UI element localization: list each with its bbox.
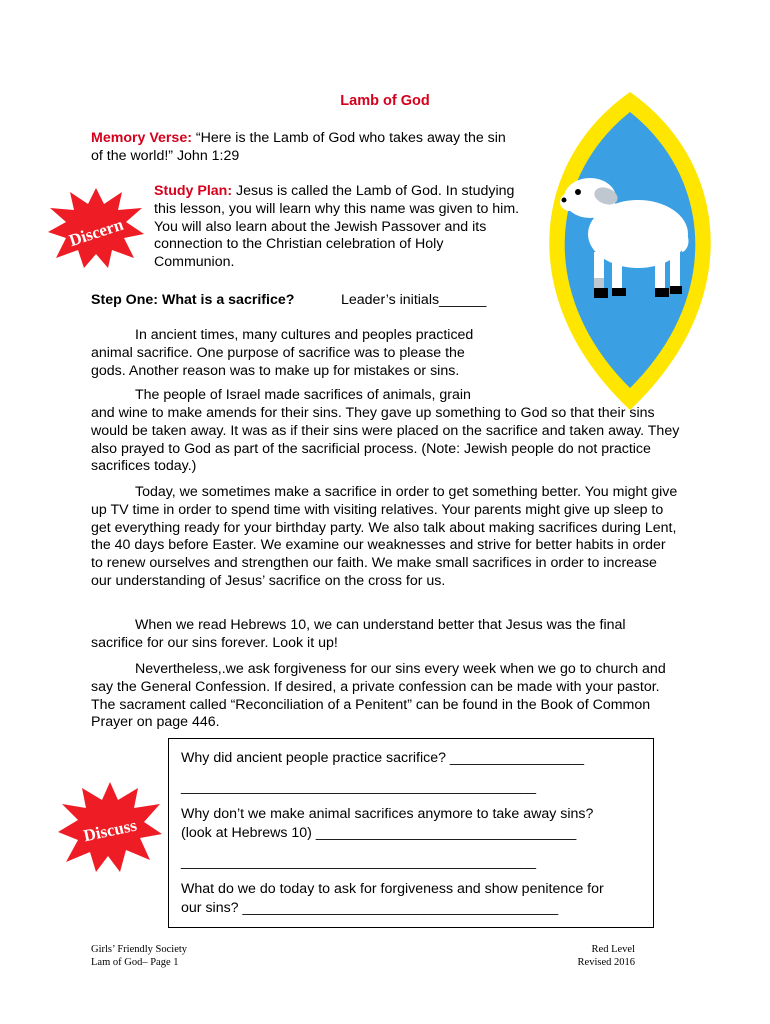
study-plan	[154, 183, 524, 272]
answer-line[interactable]: _____________________________________________	[181, 779, 537, 795]
paragraph-text: When we read Hebrews 10, we can understand better that Jesus was the final sacrifice for our sins forever. Look it up!	[91, 617, 626, 651]
discern-label: Discern	[66, 214, 126, 251]
paragraph-text: The people of Israel made sacrifices of animals, grain	[135, 387, 471, 403]
paragraph-text: In ancient times, many cultures and peoples practiced animal sacrifice. One purpose of sacrifice was to please the gods. Another reason was to make up for mistakes or sins.	[91, 327, 474, 379]
paragraph-ancient-sacrifice	[91, 327, 499, 380]
answer-line[interactable]: _____________________________________________	[181, 854, 537, 870]
footer-page: Lam of God– Page 1	[91, 957, 179, 968]
discuss-label: Discuss	[81, 815, 139, 846]
paragraph-text: Nevertheless,.we ask forgiveness for our sins every week when we go to church and say the General Confession. If desired, a private confession can be made with your pastor. The sacrament called “Reconciliation of a Penitent” can be found in the Book of Common Prayer on page 446.	[91, 661, 666, 731]
footer-revised: Revised 2016	[577, 957, 635, 968]
memory-verse-label: Memory Verse:	[91, 130, 192, 146]
question-box	[168, 738, 654, 928]
paragraph-hebrews	[91, 617, 681, 653]
study-plan-text: Jesus is called the Lamb of God. In studying this lesson, you will learn why this name was given to him. You will also learn about the Jewish Passover and its connection to the Christian celebration of Holy Communion.	[154, 183, 520, 271]
paragraph-nevertheless	[91, 661, 681, 732]
question-1[interactable]: Why did ancient people practice sacrifice? _________________	[181, 750, 585, 766]
memory-verse-text: “Here is the Lamb of God who takes away the sin of the world!” John 1:29	[91, 130, 506, 164]
step-one-heading: Step One: What is a sacrifice?	[91, 292, 295, 308]
question-3-cont[interactable]: our sins? ________________________________________	[181, 900, 559, 916]
footer-right	[560, 943, 635, 969]
question-3[interactable]: What do we do today to ask for forgiveness and show penitence for	[181, 881, 604, 897]
lamb-shield-illustration	[520, 92, 742, 410]
paragraph-israel	[91, 405, 681, 476]
paragraph-text: and wine to make amends for their sins. They gave up something to God so that their sins would be taken away. It was as if their sins were placed on the sacrifice and taken away. They also prayed to God as part of the sacrificial process. (Note: Jewish people do not practice sacrifices today.)	[91, 405, 680, 475]
question-2[interactable]: Why don’t we make animal sacrifices anymore to take away sins?	[181, 806, 594, 822]
discern-badge	[48, 188, 144, 268]
memory-verse	[91, 130, 521, 166]
paragraph-today	[91, 484, 681, 591]
question-2-cont[interactable]: (look at Hebrews 10) _________________________________	[181, 825, 577, 841]
paragraph-israel-line1	[91, 387, 499, 405]
footer-level: Red Level	[591, 944, 635, 955]
paragraph-text: Today, we sometimes make a sacrifice in order to get something better. You might give up TV time in order to spend time with visiting relatives. Your parents might give up sleep to get everything ready for your birthday party. We also talk about making sacrifices during Lent, the 40 days before Easter. We examine our weaknesses and strive for better habits in order to renew ourselves and strengthen our faith. We make small sacrifices in order to increase our understanding of Jesus’ sacrifice on the cross for us.	[91, 484, 678, 589]
study-plan-label: Study Plan:	[154, 183, 233, 199]
leader-initials: Leader’s initials______	[341, 292, 487, 308]
page-title: Lamb of God	[340, 93, 430, 109]
footer-org: Girls’ Friendly Society	[91, 944, 188, 955]
discuss-badge	[58, 782, 162, 872]
footer-left	[91, 943, 187, 969]
